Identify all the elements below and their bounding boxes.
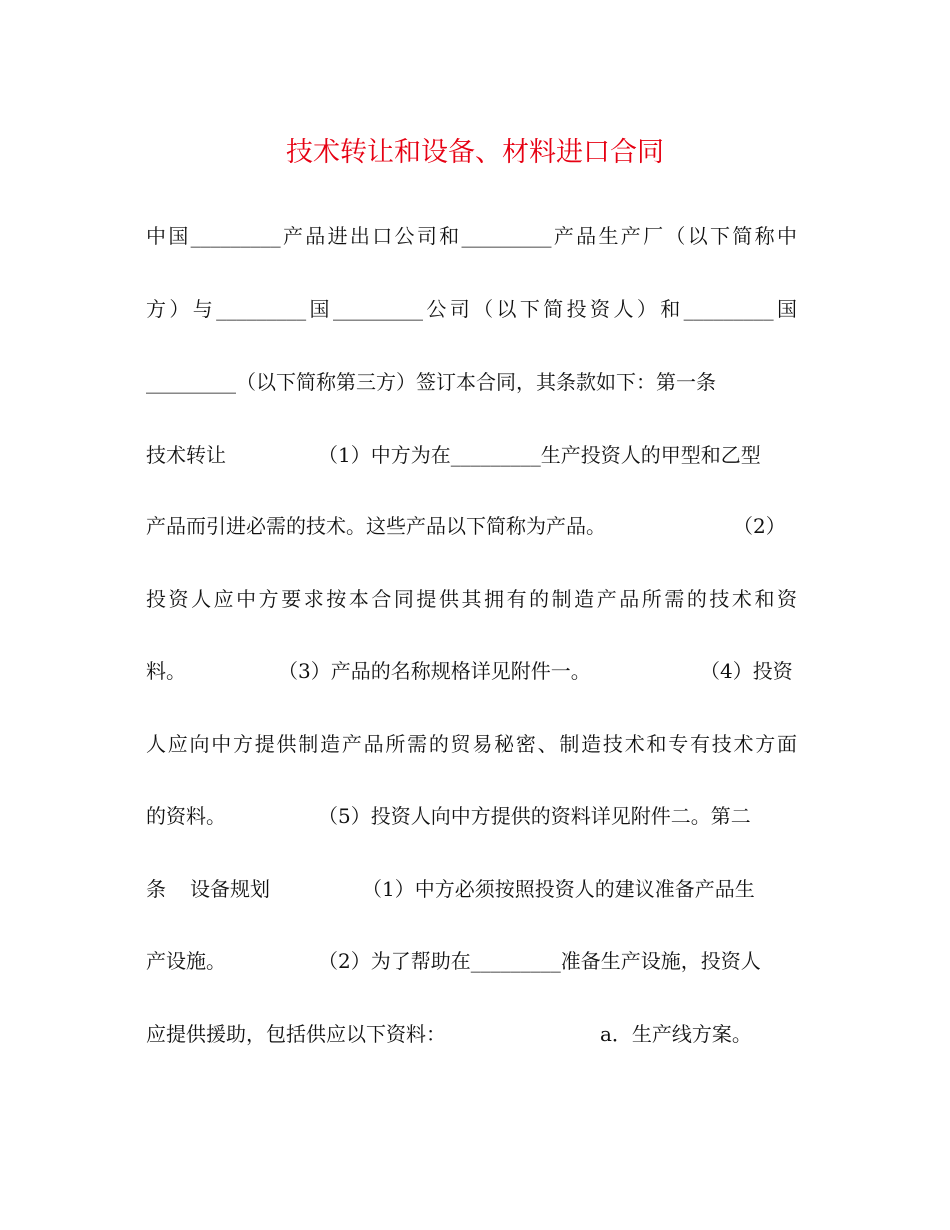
text-segment: （1）中方必须按照投资人的建议准备产品生 xyxy=(362,877,755,901)
text-segment: 人应向中方提供制造产品所需的贸易秘密、制造技术和专有技术方面 xyxy=(146,732,797,756)
paragraph-line xyxy=(0,800,950,830)
paragraph-line xyxy=(0,366,950,396)
text-segment: 产设施。 xyxy=(146,949,226,973)
paragraph-line xyxy=(0,945,950,975)
paragraph-line xyxy=(0,873,950,903)
text-segment: （2）为了帮助在_________准备生产设施，投资人 xyxy=(318,949,761,973)
section-heading: 设备规划 xyxy=(190,877,270,901)
paragraph-line xyxy=(0,439,950,469)
text-segment: （3）产品的名称规格详见附件一。 xyxy=(278,659,591,683)
text-segment: 应提供援助，包括供应以下资料： xyxy=(146,1022,446,1046)
text-segment: （4）投资 xyxy=(700,659,793,683)
text-segment: （1）中方为在_________生产投资人的甲型和乙型 xyxy=(318,443,761,467)
text-segment: _________（以下简称第三方）签订本合同，其条款如下：第一条 xyxy=(146,370,716,394)
text-segment: （5）投资人向中方提供的资料详见附件二。第二 xyxy=(318,804,751,828)
text-segment: a．生产线方案。 xyxy=(600,1022,752,1046)
paragraph-line xyxy=(0,655,950,685)
text-segment: （2） xyxy=(733,514,786,538)
paragraph-line xyxy=(0,510,950,540)
paragraph-line xyxy=(0,583,950,613)
text-segment: 条 xyxy=(146,877,166,901)
text-segment: 投资人应中方要求按本合同提供其拥有的制造产品所需的技术和资 xyxy=(146,587,797,611)
document-title: 技术转让和设备、材料进口合同 xyxy=(286,137,664,168)
section-heading: 技术转让 xyxy=(146,443,226,467)
text-segment: 方）与_________国_________公司（以下简投资人）和_________国 xyxy=(146,297,797,321)
paragraph-line xyxy=(0,293,950,323)
paragraph-line xyxy=(0,1018,950,1048)
text-segment: 中国_________产品进出口公司和_________产品生产厂（以下简称中 xyxy=(146,224,797,248)
text-segment: 料。 xyxy=(146,659,186,683)
paragraph-line xyxy=(0,728,950,758)
text-segment: 产品而引进必需的技术。这些产品以下简称为产品。 xyxy=(146,514,606,538)
text-segment: 的资料。 xyxy=(146,804,226,828)
paragraph-line xyxy=(0,220,950,250)
